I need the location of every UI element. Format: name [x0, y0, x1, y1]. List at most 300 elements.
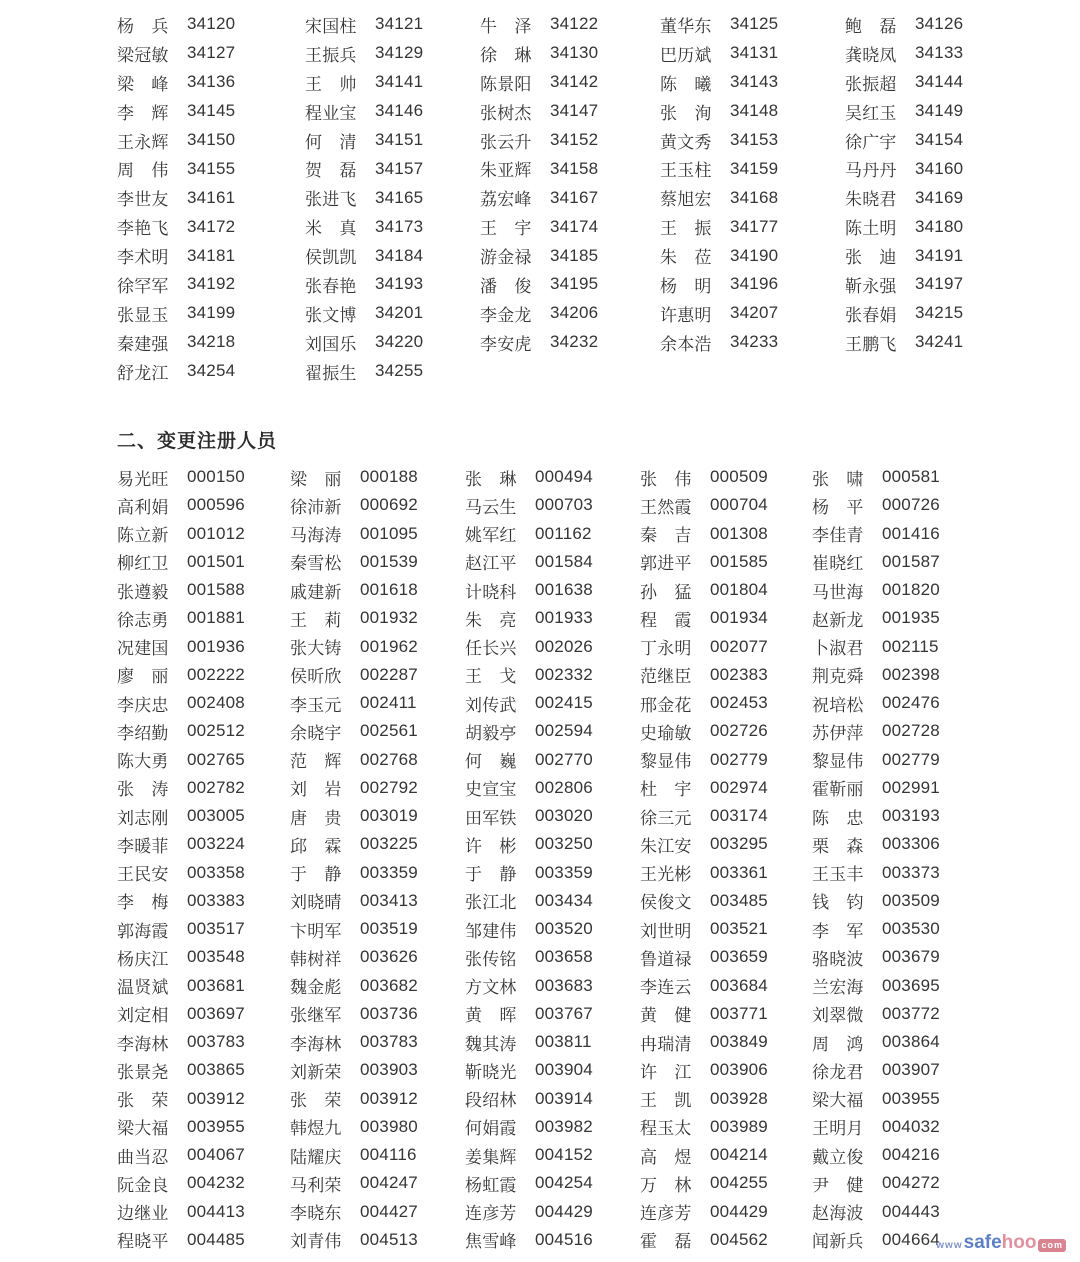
list-item: [117, 126, 305, 155]
list-item: [117, 548, 290, 576]
list-item: [660, 10, 845, 39]
registration-number: 001501: [187, 551, 245, 571]
person-name: 陈土明: [845, 219, 897, 239]
list-item: [845, 328, 980, 357]
list-item: [465, 1198, 640, 1226]
registration-number: 003906: [710, 1060, 768, 1080]
person-name: 刘翠微: [812, 1006, 864, 1026]
list-item: [812, 1056, 962, 1084]
registration-number: 34215: [915, 303, 964, 323]
person-name: 张进飞: [305, 190, 357, 210]
list-item: [117, 1085, 290, 1113]
list-item: [640, 576, 812, 604]
registration-number: 34255: [375, 361, 424, 381]
person-name: 荔宏峰: [480, 190, 532, 210]
registration-number: 004216: [882, 1145, 940, 1165]
list-item: [290, 604, 465, 632]
person-name: 杨 兵: [117, 16, 169, 36]
list-item: [640, 915, 812, 943]
person-name: 张树杰: [480, 103, 532, 123]
person-name: 徐 琳: [480, 45, 532, 65]
list-item: [812, 1113, 962, 1141]
registration-number: 002411: [360, 693, 417, 713]
list-item: [290, 1056, 465, 1084]
list-item: [640, 1000, 812, 1028]
list-item: [305, 241, 480, 270]
person-name: 马世海: [812, 582, 864, 602]
registration-number: 003361: [710, 862, 768, 882]
list-item: [465, 576, 640, 604]
list-item: [290, 774, 465, 802]
list-item: [117, 183, 305, 212]
person-name: 杨庆江: [117, 949, 169, 969]
registration-number: 002806: [535, 777, 593, 797]
registration-number: 002453: [710, 693, 768, 713]
person-name: 马云生: [465, 497, 517, 517]
changed-registration-list: [117, 463, 962, 1254]
person-name: 赵江平: [465, 554, 517, 574]
person-name: 李安虎: [480, 334, 532, 354]
list-item: [290, 548, 465, 576]
list-item: [117, 604, 290, 632]
registration-number: 003373: [882, 862, 940, 882]
list-item: [812, 1000, 962, 1028]
list-item: [465, 1000, 640, 1028]
person-name: 陈景阳: [480, 74, 532, 94]
list-item: [117, 1169, 290, 1197]
person-name: 张文博: [305, 305, 357, 325]
person-name: 张春艳: [305, 276, 357, 296]
person-name: 王然霞: [640, 497, 692, 517]
registration-number: 34127: [187, 43, 236, 63]
person-name: 王鹏飞: [845, 334, 897, 354]
registration-number: 003928: [710, 1088, 768, 1108]
list-item: [465, 1169, 640, 1197]
person-name: 余晓宇: [290, 723, 342, 743]
list-item: [117, 241, 305, 270]
person-name: 李海林: [290, 1034, 342, 1054]
person-name: 李海林: [117, 1034, 169, 1054]
person-name: 王民安: [117, 865, 169, 885]
person-name: 侯昕欣: [290, 667, 342, 687]
registration-number: 004513: [360, 1229, 418, 1249]
registration-number: 004247: [360, 1173, 418, 1193]
list-item: [117, 212, 305, 241]
registration-number: 34158: [550, 158, 599, 178]
list-item: [305, 126, 480, 155]
person-name: 秦建强: [117, 334, 169, 354]
list-item: [660, 68, 845, 97]
person-name: 张传铭: [465, 949, 517, 969]
registration-number: 004562: [710, 1229, 768, 1249]
person-name: 吴红玉: [845, 103, 897, 123]
list-item: [305, 10, 480, 39]
registration-number: 003193: [882, 806, 940, 826]
registration-number: 003530: [882, 919, 940, 939]
registration-number: 004152: [535, 1145, 593, 1165]
list-item: [640, 887, 812, 915]
list-item: [305, 39, 480, 68]
person-name: 高 煜: [640, 1147, 692, 1167]
registration-number: 001936: [187, 636, 245, 656]
registration-number: 000726: [882, 495, 940, 515]
person-name: 王振兵: [305, 45, 357, 65]
registration-number: 003912: [360, 1088, 418, 1108]
registration-number: 003980: [360, 1116, 418, 1136]
registration-number: 003679: [882, 947, 940, 967]
registration-number: 003174: [710, 806, 768, 826]
person-name: 戚建新: [290, 582, 342, 602]
registration-number: 003658: [535, 947, 593, 967]
list-item: [305, 357, 480, 386]
registration-number: 34160: [915, 158, 964, 178]
list-item: [812, 1169, 962, 1197]
list-item: [812, 943, 962, 971]
registration-number: 002728: [882, 721, 940, 741]
registration-number: 003914: [535, 1088, 593, 1108]
list-item: [290, 915, 465, 943]
list-item: [480, 10, 660, 39]
person-name: 秦雪松: [290, 554, 342, 574]
person-name: 徐志勇: [117, 610, 169, 630]
list-item: [465, 915, 640, 943]
list-item: [290, 1113, 465, 1141]
list-item: [640, 1028, 812, 1056]
registration-number: 003521: [710, 919, 768, 939]
list-item: [480, 183, 660, 212]
registration-number: 34190: [730, 245, 779, 265]
list-item: [465, 661, 640, 689]
person-name: 张遵毅: [117, 582, 169, 602]
registration-number: 34201: [375, 303, 424, 323]
registration-number: 001587: [882, 551, 940, 571]
registration-number: 34184: [375, 245, 424, 265]
list-item: [290, 830, 465, 858]
registration-number: 003904: [535, 1060, 593, 1080]
list-item: [117, 1028, 290, 1056]
list-item: [845, 68, 980, 97]
list-item: [465, 520, 640, 548]
person-name: 张振超: [845, 74, 897, 94]
registration-number: 34159: [730, 158, 779, 178]
list-item: [640, 604, 812, 632]
registration-number: 002991: [882, 777, 940, 797]
registration-number: 004516: [535, 1229, 593, 1249]
list-item: [640, 802, 812, 830]
list-item: [290, 717, 465, 745]
list-item: [465, 1113, 640, 1141]
list-item: [117, 1226, 290, 1254]
initial-registration-list: [117, 10, 980, 386]
list-item: [640, 943, 812, 971]
person-name: 张江北: [465, 893, 517, 913]
registration-number: 002398: [882, 664, 940, 684]
person-name: 张景尧: [117, 1062, 169, 1082]
registration-number: 001012: [187, 523, 245, 543]
list-item: [465, 1056, 640, 1084]
person-name: 程晓平: [117, 1232, 169, 1252]
person-name: 贺 磊: [305, 161, 357, 181]
list-item: [465, 548, 640, 576]
list-item: [812, 830, 962, 858]
person-name: 张 啸: [812, 469, 864, 489]
list-item: [465, 859, 640, 887]
list-item: [117, 689, 290, 717]
registration-number: 002770: [535, 749, 593, 769]
registration-number: 002726: [710, 721, 768, 741]
person-name: 蔡旭宏: [660, 190, 712, 210]
person-name: 于 静: [465, 865, 517, 885]
registration-number: 002332: [535, 664, 593, 684]
registration-number: 002779: [882, 749, 940, 769]
registration-number: 003697: [187, 1003, 245, 1023]
registration-number: 34193: [375, 274, 424, 294]
person-name: 李艳飞: [117, 219, 169, 239]
registration-number: 34122: [550, 14, 599, 34]
list-item: [290, 1028, 465, 1056]
registration-number: 002779: [710, 749, 768, 769]
registration-number: 001933: [535, 608, 593, 628]
person-name: 段绍林: [465, 1091, 517, 1111]
list-item: [660, 126, 845, 155]
person-name: 黄 健: [640, 1006, 692, 1026]
list-item: [812, 548, 962, 576]
person-name: 余本浩: [660, 334, 712, 354]
person-name: 史宣宝: [465, 780, 517, 800]
list-item: [480, 212, 660, 241]
list-item: [290, 689, 465, 717]
registration-number: 002594: [535, 721, 593, 741]
registration-number: 34206: [550, 303, 599, 323]
list-item: [117, 774, 290, 802]
registration-number: 004116: [360, 1145, 417, 1165]
list-item: [480, 154, 660, 183]
registration-number: 002383: [710, 664, 768, 684]
registration-number: 34196: [730, 274, 779, 294]
registration-number: 34167: [550, 187, 599, 207]
person-name: 李暖菲: [117, 836, 169, 856]
person-name: 黄文秀: [660, 132, 712, 152]
list-item: [845, 183, 980, 212]
registration-number: 34181: [187, 245, 236, 265]
person-name: 刘国乐: [305, 334, 357, 354]
list-item: [117, 270, 305, 299]
person-name: 王光彬: [640, 865, 692, 885]
registration-number: 003019: [360, 806, 418, 826]
list-item: [117, 802, 290, 830]
registration-number: 003224: [187, 834, 245, 854]
list-item: [640, 1226, 812, 1254]
registration-number: 003359: [535, 862, 593, 882]
registration-number: 002782: [187, 777, 245, 797]
person-name: 龚晓凤: [845, 45, 897, 65]
person-name: 计晓科: [465, 582, 517, 602]
registration-number: 000704: [710, 495, 768, 515]
list-item: [812, 1198, 962, 1226]
person-name: 李绍勤: [117, 723, 169, 743]
person-name: 闻新兵: [812, 1232, 864, 1252]
list-item: [290, 1000, 465, 1028]
person-name: 连彦芳: [465, 1204, 517, 1224]
list-item: [117, 1000, 290, 1028]
list-item: [117, 1198, 290, 1226]
registration-number: 003509: [882, 890, 940, 910]
list-item: [660, 328, 845, 357]
person-name: 张 荣: [117, 1091, 169, 1111]
registration-number: 002561: [360, 721, 418, 741]
registration-number: 001588: [187, 580, 245, 600]
list-item: [845, 154, 980, 183]
list-item: [117, 943, 290, 971]
registration-number: 34185: [550, 245, 599, 265]
list-item: [640, 1169, 812, 1197]
list-item: [660, 270, 845, 299]
registration-number: 004067: [187, 1145, 245, 1165]
person-name: 陈大勇: [117, 752, 169, 772]
list-item: [465, 943, 640, 971]
person-name: 梁冠敏: [117, 45, 169, 65]
registration-number: 34152: [550, 130, 599, 149]
registration-number: 34148: [730, 101, 779, 121]
person-name: 丁永明: [640, 639, 692, 659]
list-item: [812, 774, 962, 802]
registration-number: 000494: [535, 467, 593, 487]
person-name: 栗 森: [812, 836, 864, 856]
person-name: 曲当忍: [117, 1147, 169, 1167]
person-name: 靳永强: [845, 276, 897, 296]
registration-number: 34180: [915, 216, 964, 236]
registration-number: 003225: [360, 834, 418, 854]
registration-number: 004032: [882, 1116, 940, 1136]
person-name: 刘世明: [640, 921, 692, 941]
person-name: 巴历斌: [660, 45, 712, 65]
registration-number: 34142: [550, 72, 599, 92]
list-item: [117, 328, 305, 357]
list-item: [290, 633, 465, 661]
watermark-logo: [936, 1233, 1066, 1252]
registration-number: 003684: [710, 975, 768, 995]
registration-number: 003359: [360, 862, 418, 882]
registration-number: 34129: [375, 43, 424, 63]
list-item: [305, 299, 480, 328]
registration-number: 34136: [187, 72, 236, 92]
list-item: [465, 717, 640, 745]
list-item: [480, 126, 660, 155]
person-name: 任长兴: [465, 639, 517, 659]
list-item: [640, 548, 812, 576]
list-item: [640, 774, 812, 802]
person-name: 王玉丰: [812, 865, 864, 885]
list-item: [465, 774, 640, 802]
registration-number: 000581: [882, 467, 940, 487]
person-name: 魏金彪: [290, 978, 342, 998]
person-name: 梁 丽: [290, 469, 342, 489]
list-item: [465, 604, 640, 632]
registration-number: 004429: [710, 1201, 768, 1221]
registration-number: 001804: [710, 580, 768, 600]
person-name: 万 林: [640, 1175, 692, 1195]
person-name: 徐广宇: [845, 132, 897, 152]
person-name: 霍 磊: [640, 1232, 692, 1252]
registration-number: 003306: [882, 834, 940, 854]
registration-number: 003520: [535, 919, 593, 939]
person-name: 牛 泽: [480, 16, 532, 36]
registration-number: 34191: [915, 245, 964, 265]
person-name: 郭进平: [640, 554, 692, 574]
list-item: [117, 463, 290, 491]
registration-number: 003989: [710, 1116, 768, 1136]
registration-number: 002476: [882, 693, 940, 713]
list-item: [640, 491, 812, 519]
list-item: [465, 491, 640, 519]
list-item: [117, 10, 305, 39]
registration-number: 003434: [535, 890, 593, 910]
person-name: 朱晓君: [845, 190, 897, 210]
person-name: 胡毅亭: [465, 723, 517, 743]
registration-number: 34177: [730, 216, 779, 236]
person-name: 张云升: [480, 132, 532, 152]
person-name: 周 鸿: [812, 1034, 864, 1054]
registration-number: 001638: [535, 580, 593, 600]
registration-number: 34133: [915, 43, 964, 63]
watermark-hoo-text: hoo: [1001, 1232, 1037, 1253]
person-name: 程玉太: [640, 1119, 692, 1139]
list-item: [480, 39, 660, 68]
list-item: [812, 972, 962, 1000]
person-name: 靳晓光: [465, 1062, 517, 1082]
registration-number: 001095: [360, 523, 418, 543]
list-item: [290, 972, 465, 1000]
list-item: [640, 1198, 812, 1226]
person-name: 王 莉: [290, 610, 342, 630]
person-name: 李玉元: [290, 695, 342, 715]
registration-number: 004427: [360, 1201, 418, 1221]
registration-number: 34232: [550, 332, 599, 352]
registration-number: 34173: [375, 216, 424, 236]
person-name: 徐罕军: [117, 276, 169, 296]
list-item: [640, 661, 812, 689]
list-item: [117, 39, 305, 68]
registration-number: 003982: [535, 1116, 593, 1136]
list-item: [117, 972, 290, 1000]
list-item: [290, 1198, 465, 1226]
person-name: 王明月: [812, 1119, 864, 1139]
registration-number: 002287: [360, 664, 418, 684]
person-name: 韩树祥: [290, 949, 342, 969]
registration-number: 003250: [535, 834, 593, 854]
registration-number: 004272: [882, 1173, 940, 1193]
registration-number: 34172: [187, 216, 236, 236]
person-name: 阮金良: [117, 1175, 169, 1195]
list-item: [660, 299, 845, 328]
person-name: 李 军: [812, 921, 864, 941]
person-name: 李庆忠: [117, 695, 169, 715]
list-item: [480, 241, 660, 270]
list-item: [812, 604, 962, 632]
registration-number: 001416: [882, 523, 940, 543]
person-name: 杜 宇: [640, 780, 692, 800]
list-item: [845, 126, 980, 155]
registration-number: 003683: [535, 975, 593, 995]
person-name: 戴立俊: [812, 1147, 864, 1167]
person-name: 易光旺: [117, 469, 169, 489]
registration-number: 34169: [915, 187, 964, 207]
registration-number: 001584: [535, 551, 593, 571]
person-name: 程 霞: [640, 610, 692, 630]
person-name: 张显玉: [117, 305, 169, 325]
registration-number: 34150: [187, 130, 236, 149]
person-name: 黎显伟: [812, 752, 864, 772]
